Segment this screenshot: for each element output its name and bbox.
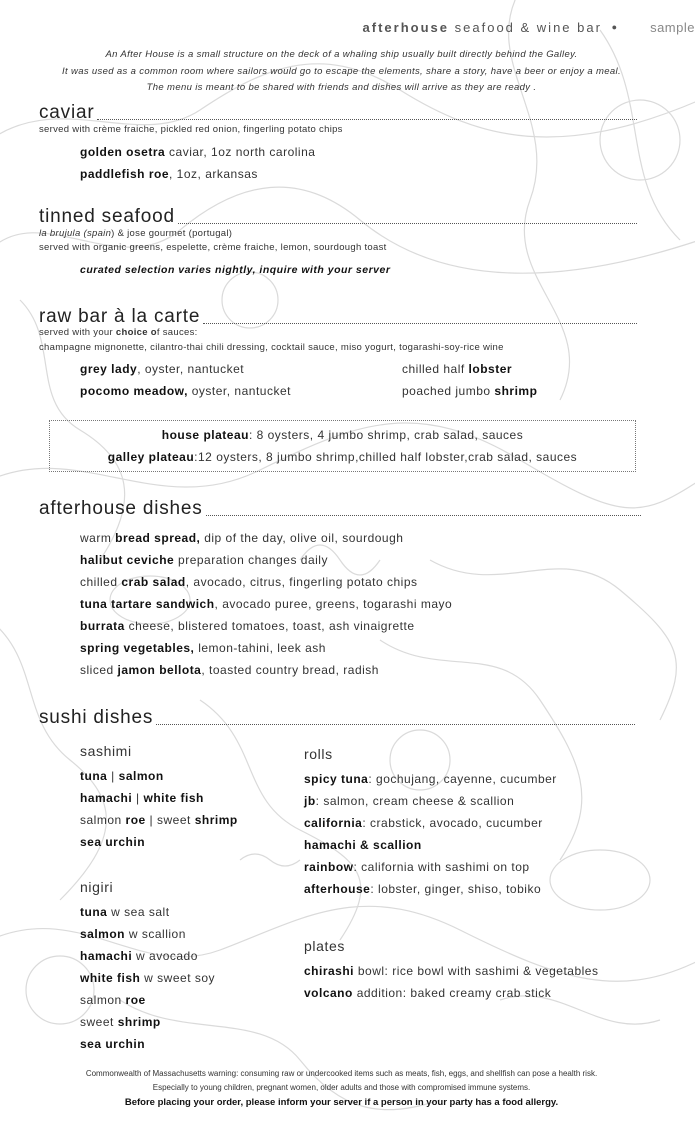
section-title-caviar	[39, 102, 637, 124]
menu-item: salmon roe | sweet shrimp	[80, 813, 238, 827]
menu-item: salmon w scallion	[80, 927, 186, 941]
menu-item: hamachi & scallion	[304, 838, 422, 852]
menu-item: afterhouse: lobster, ginger, shiso, tobiko	[304, 882, 542, 896]
menu-item: salmon roe	[80, 993, 146, 1007]
intro-line: An After House is a small structure on the deck of a whaling ship usually built directly behind the Galley.	[105, 49, 578, 60]
menu-item: spicy tuna: gochujang, cayenne, cucumber	[304, 772, 557, 786]
brand-dot-icon: ●	[611, 22, 619, 32]
section-title-text: tinned seafood	[39, 206, 175, 227]
dotted-leader	[97, 118, 637, 120]
menu-item: grey lady, oyster, nantucket	[80, 362, 245, 376]
plateau-item: house plateau: 8 oysters, 4 jumbo shrimp, crab salad, sauces	[161, 428, 524, 442]
dotted-leader	[178, 222, 637, 224]
menu-item: sea urchin	[80, 835, 146, 849]
menu-item: paddlefish roe, 1oz, arkansas	[80, 167, 258, 181]
menu-item: chirashi bowl: rice bowl with sashimi & vegetables	[304, 964, 599, 978]
health-warning: Commonwealth of Massachusetts warning: consuming raw or undercooked items such as meats, fish, eggs, and shellfish can pose a health risk.	[85, 1069, 598, 1078]
menu-item: sea urchin	[80, 1037, 146, 1051]
menu-item: warm bread spread, dip of the day, olive oil, sourdough	[80, 531, 404, 545]
tinned-note: served with organic greens, espelette, crème fraiche, lemon, sourdough toast	[39, 242, 387, 253]
section-title-text: afterhouse dishes	[39, 498, 203, 519]
menu-item: volcano addition: baked creamy crab stick	[304, 986, 552, 1000]
dotted-leader	[203, 322, 637, 324]
intro-line: The menu is meant to be shared with friends and dishes will arrive as they are ready .	[146, 82, 537, 93]
menu-item: tuna | salmon	[80, 769, 164, 783]
menu-item: spring vegetables, lemon-tahini, leek ash	[80, 641, 326, 655]
rawbar-note: served with your choice of sauces:	[39, 327, 198, 338]
menu-item: pocomo meadow, oyster, nantucket	[80, 384, 291, 398]
plateau-item: galley plateau:12 oysters, 8 jumbo shrimp,chilled half lobster,crab salad, sauces	[107, 450, 578, 464]
dotted-leader	[206, 514, 641, 516]
menu-item: halibut ceviche preparation changes daily	[80, 553, 328, 567]
section-title-text: caviar	[39, 102, 95, 123]
tinned-brands: la brujula (spain) & jose gourmet (portugal)	[39, 228, 233, 239]
menu-item: tuna tartare sandwich, avocado puree, greens, togarashi mayo	[80, 597, 453, 611]
section-title-raw-bar	[39, 306, 637, 328]
menu-item: poached jumbo shrimp	[402, 384, 538, 398]
menu-item: chilled crab salad, avocado, citrus, fingerling potato chips	[80, 575, 418, 589]
intro-line: It was used as a common room where sailors would go to escape the elements, share a story, have a beer or enjoy a meal.	[62, 65, 621, 77]
section-title-tinned-seafood	[39, 206, 637, 228]
section-title-sushi-dishes	[39, 707, 635, 729]
menu-item: jb: salmon, cream cheese & scallion	[304, 794, 515, 808]
section-title-text: sushi dishes	[39, 707, 154, 728]
menu-item: california: crabstick, avocado, cucumber	[304, 816, 543, 830]
menu-item: rainbow: california with sashimi on top	[304, 860, 530, 874]
tinned-selection-note: curated selection varies nightly, inquire with your server	[80, 264, 391, 276]
intro-text	[0, 47, 683, 97]
allergy-notice: Before placing your order, please inform your server if a person in your party has a food allergy.	[124, 1097, 559, 1108]
brand-name: afterhouse	[362, 20, 450, 35]
menu-item: white fish w sweet soy	[80, 971, 216, 985]
menu-item: sweet shrimp	[80, 1015, 161, 1029]
menu-item: chilled half lobster	[402, 362, 513, 376]
health-warning-2: Especially to young children, pregnant women, older adults and those with compromised immune systems.	[152, 1083, 531, 1092]
dotted-leader	[156, 723, 635, 725]
category-sashimi: sashimi	[80, 743, 132, 759]
menu-item: hamachi w avocado	[80, 949, 198, 963]
sample-tag: sample	[650, 20, 695, 35]
caviar-note: served with crème fraiche, pickled red onion, fingerling potato chips	[39, 124, 343, 135]
rawbar-sauces: champagne mignonette, cilantro-thai chili dressing, cocktail sauce, miso yogurt, togarashi-soy-rice wine	[39, 342, 504, 353]
menu-item: sliced jamon bellota, toasted country bread, radish	[80, 663, 379, 677]
section-title-afterhouse-dishes	[39, 498, 641, 520]
brand-subtitle: seafood & wine bar	[454, 20, 602, 35]
menu-item: tuna w sea salt	[80, 905, 170, 919]
menu-item: hamachi | white fish	[80, 791, 204, 805]
category-rolls: rolls	[304, 746, 333, 762]
category-nigiri: nigiri	[80, 879, 114, 895]
category-plates: plates	[304, 938, 345, 954]
menu-item: burrata cheese, blistered tomatoes, toast, ash vinaigrette	[80, 619, 415, 633]
brand-title	[363, 20, 619, 35]
menu-item: golden osetra caviar, 1oz north carolina	[80, 145, 316, 159]
section-title-text: raw bar à la carte	[39, 306, 201, 327]
